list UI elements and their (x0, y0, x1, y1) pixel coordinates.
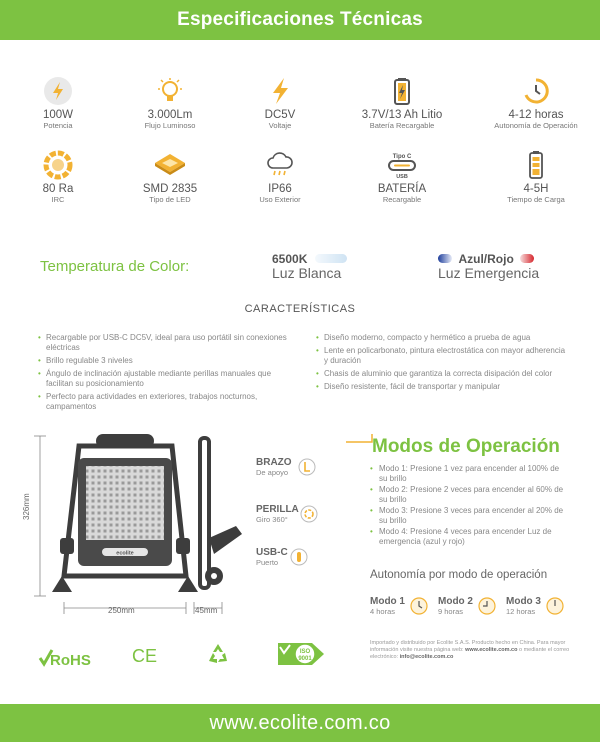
list-item: • Recargable por USB-C DC5V, ideal para uso portátil sin conexiones eléctricas (38, 333, 288, 353)
modes-title: Modos de Operación (372, 436, 560, 457)
spec-battery: 3.7V/13 Ah Litio Batería Recargable (354, 76, 450, 130)
autonomy-mode-1: Modo 1 4 horas (370, 596, 436, 616)
color-temp-title: Temperatura de Color: (40, 258, 190, 275)
product-diagram (24, 426, 254, 618)
side-arm (200, 438, 209, 588)
ce-text: CE (132, 646, 158, 666)
blue-swatch (438, 254, 452, 263)
usb-label: USB (396, 174, 408, 180)
white-light (272, 252, 347, 280)
brand-logo: ecolite (116, 550, 134, 557)
recycle-icon (205, 641, 231, 667)
rotate-icon (300, 505, 318, 523)
iso-text: ISO (299, 649, 311, 655)
iso-9001-logo (272, 639, 328, 669)
spec-charge-time: 4-5H Tiempo de Carga (488, 150, 584, 204)
features-title: CARACTERÍSTICAS (244, 303, 356, 315)
list-item: • Modo 3: Presione 3 veces para encender al 20% de su brillo (370, 506, 566, 526)
legal-web[interactable]: www.ecolite.com.co (465, 647, 518, 653)
spec-lumens: 3.000Lm Flujo Luminoso (122, 76, 218, 130)
part-knob: PERILLA Giro 360° (256, 504, 299, 524)
emergency-light-label: Luz Emergencia (438, 265, 540, 281)
ce-logo (132, 643, 160, 667)
depth-dimension: 45mm (195, 606, 218, 615)
battery-charge-icon (521, 150, 551, 180)
list-item: • Perfecto para actividades en exteriores, trabajos nocturnos, campamentos (38, 392, 288, 412)
spec-autonomy: 4-12 horas Autonomía de Operación (488, 76, 584, 130)
footer-url[interactable]: www.ecolite.com.co (209, 711, 391, 734)
autonomy-mode-3: Modo 3 12 horas (506, 596, 572, 616)
white-light-label: Luz Blanca (272, 265, 342, 281)
features-right-list (316, 333, 566, 395)
modes-list (370, 464, 566, 548)
white-light-swatch (315, 254, 347, 263)
red-swatch (520, 254, 534, 263)
list-item: • Chasis de aluminio que garantiza la correcta disipación del color (316, 369, 566, 379)
page-title: Especificaciones Técnicas (177, 9, 423, 30)
spec-led: SMD 2835 Tipo de LED (122, 150, 218, 204)
spec-ip66: IP66 Uso Exterior (232, 150, 328, 204)
footer-bar (0, 704, 600, 742)
spec-usbc: Tipo C USB BATERÍA Recargable (354, 150, 450, 204)
iso-number: 9001 (298, 656, 312, 662)
side-bracket (209, 526, 242, 554)
battery-icon (387, 76, 417, 106)
rohs-logo (36, 644, 96, 668)
emergency-light (438, 252, 539, 280)
width-dimension: 250mm (108, 606, 135, 615)
knob-left (60, 538, 74, 554)
knob-right (176, 538, 190, 554)
autonomy-mode-2: Modo 2 9 horas (438, 596, 504, 616)
spec-voltage: DC5V Voltaje (232, 76, 328, 130)
clock-9-icon (478, 597, 496, 615)
usb-port-icon (290, 548, 308, 566)
list-item: • Ángulo de inclinación ajustable mediante perillas manuales que facilitan su posicionamiento (38, 369, 288, 389)
list-item: • Diseño moderno, compacto y hermético a prueba de agua (316, 333, 566, 343)
legal-email[interactable]: info@ecolite.com.co (399, 654, 454, 660)
spec-irc: 80 Ra IRC (10, 150, 106, 204)
emergency-light-key: Azul/Rojo (458, 252, 514, 266)
cloud-rain-icon (265, 150, 295, 180)
list-item: • Lente en policarbonato, pintura electrostática con mayor adherencia y duración (316, 346, 566, 366)
clock-4-icon (410, 597, 428, 615)
usb-type-c-icon (384, 150, 420, 180)
autonomy-title: Autonomía por modo de operación (370, 569, 548, 581)
list-item: • Modo 4: Presione 4 veces para encender Luz de emergencia (azul y rojo) (370, 527, 566, 547)
bulb-icon (155, 76, 185, 106)
led-chip-icon (153, 150, 187, 180)
clock-icon (521, 76, 551, 106)
header-bar (0, 0, 600, 40)
irc-icon (43, 150, 73, 180)
part-usbc: USB-C Puerto (256, 547, 288, 567)
white-light-key: 6500K (272, 252, 308, 266)
legal-note: Importado y distribuido por Ecolite S.A.S. Producto hecho en China. Para mayor información visite nuestra página web: www.ecolite.com.co o mediante el correo electrónico: info@ecolite.com.co (370, 640, 570, 660)
clock-12-icon (546, 597, 564, 615)
part-arm: BRAZO De apoyo (256, 457, 292, 477)
list-item: • Brillo regulable 3 niveles (38, 356, 288, 366)
lightning-icon (265, 76, 295, 106)
rohs-text: RoHS (50, 652, 91, 668)
usb-type-label: Tipo C (392, 154, 412, 160)
led-grid (86, 466, 164, 540)
list-item: • Modo 2: Presione 2 veces para encender al 60% de su brillo (370, 485, 566, 505)
spec-power: 100W Potencia (10, 76, 106, 130)
list-item: • Modo 1: Presione 1 vez para encender al 100% de su brillo (370, 464, 566, 484)
features-left-list (38, 333, 288, 415)
arm-icon (298, 458, 316, 476)
height-dimension: 326mm (22, 493, 31, 520)
power-icon (43, 76, 73, 106)
list-item: • Diseño resistente, fácil de transportar y manipular (316, 382, 566, 392)
